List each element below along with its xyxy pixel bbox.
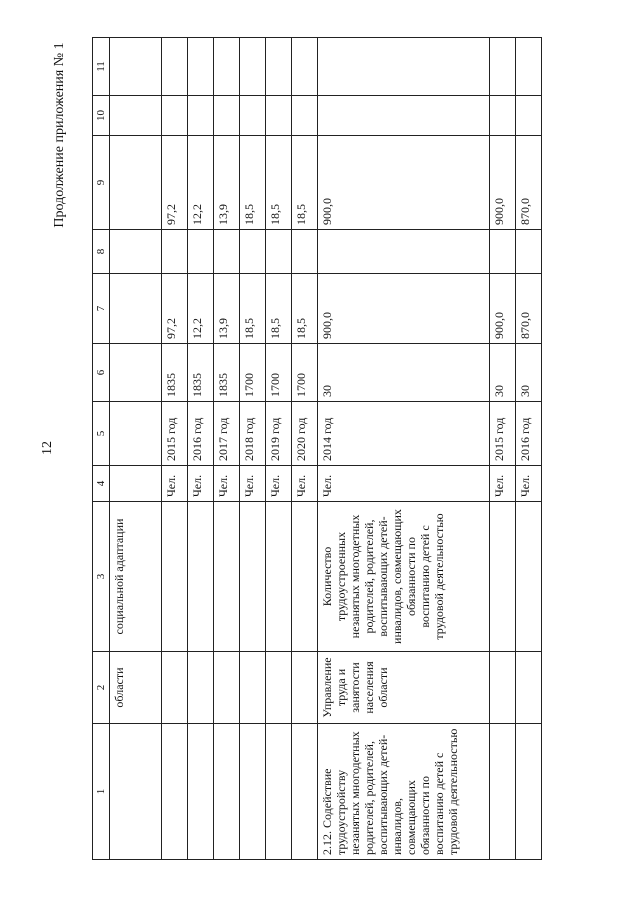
col-header: 11 <box>93 38 110 96</box>
table-cell-col11 <box>240 38 266 96</box>
table-cell-col10 <box>240 96 266 136</box>
table-cell-col3: Количество трудоустроенных незанятых многодетных родителей, родителей, воспитывающих детей-инвалидов, совмещающих обязанности по воспитанию детей с трудовой деятельностью <box>318 502 490 652</box>
table-cell-col1 <box>214 724 240 860</box>
table-cell-col9: 13,9 <box>214 136 240 230</box>
table-frame <box>92 38 612 860</box>
table-cell-col3 <box>292 502 318 652</box>
table-cell-col11 <box>516 38 542 96</box>
table-cell-col4: Чел. <box>490 466 516 502</box>
table-cell-col7: 900,0 <box>318 274 490 344</box>
table-cell-col6: 1835 <box>214 344 240 402</box>
table-cell-col11 <box>490 38 516 96</box>
table-cell-col6: 1835 <box>162 344 188 402</box>
table-cell-col6 <box>110 344 162 402</box>
table-cell-col8 <box>188 230 214 274</box>
table-cell-col1 <box>240 724 266 860</box>
table-cell-col3 <box>266 502 292 652</box>
table-cell-col7: 18,5 <box>240 274 266 344</box>
table-cell-col4: Чел. <box>240 466 266 502</box>
col-header: 3 <box>93 502 110 652</box>
table-cell-col8 <box>266 230 292 274</box>
table-cell-col10 <box>516 96 542 136</box>
table-cell-col3 <box>490 502 516 652</box>
table-cell-col4: Чел. <box>516 466 542 502</box>
table-cell-col2: области <box>110 652 162 724</box>
table-cell-col2 <box>266 652 292 724</box>
table-cell-col6: 1700 <box>266 344 292 402</box>
table-cell-col5: 2020 год <box>292 402 318 466</box>
table-cell-col11 <box>318 38 490 96</box>
table-cell-col9: 18,5 <box>266 136 292 230</box>
table-cell-col8 <box>214 230 240 274</box>
table-cell-col5 <box>110 402 162 466</box>
table-cell-col8 <box>490 230 516 274</box>
table-row <box>214 38 240 860</box>
table-cell-col7: 97,2 <box>162 274 188 344</box>
table-cell-col2 <box>240 652 266 724</box>
table-cell-col8 <box>240 230 266 274</box>
table-cell-col5: 2017 год <box>214 402 240 466</box>
table-cell-col3 <box>240 502 266 652</box>
table-cell-col2 <box>162 652 188 724</box>
table-cell-col10 <box>162 96 188 136</box>
table-cell-col5: 2014 год <box>318 402 490 466</box>
table-cell-col9: 870,0 <box>516 136 542 230</box>
table-cell-col2: Управление труда и занятости населения области <box>318 652 490 724</box>
table-cell-col3 <box>188 502 214 652</box>
col-header: 6 <box>93 344 110 402</box>
table-row <box>240 38 266 860</box>
table-cell-col6: 1835 <box>188 344 214 402</box>
col-header: 1 <box>93 724 110 860</box>
table-cell-col1 <box>266 724 292 860</box>
table-cell-col11 <box>110 38 162 96</box>
table-cell-col9: 18,5 <box>240 136 266 230</box>
table-cell-col8 <box>110 230 162 274</box>
table-cell-col9 <box>110 136 162 230</box>
table-cell-col4: Чел. <box>162 466 188 502</box>
table-cell-col4: Чел. <box>266 466 292 502</box>
table-cell-col7: 870,0 <box>516 274 542 344</box>
indicators-table <box>92 37 542 860</box>
header-row <box>93 38 110 860</box>
table-cell-col2 <box>188 652 214 724</box>
table-cell-col4: Чел. <box>318 466 490 502</box>
table-row <box>188 38 214 860</box>
table-cell-col7: 12,2 <box>188 274 214 344</box>
table-cell-col11 <box>162 38 188 96</box>
table-cell-col1 <box>162 724 188 860</box>
page-number: 12 <box>40 441 55 455</box>
table-cell-col3 <box>214 502 240 652</box>
table-cell-col5: 2015 год <box>162 402 188 466</box>
table-cell-col11 <box>214 38 240 96</box>
table-cell-col2 <box>490 652 516 724</box>
table-cell-col3 <box>516 502 542 652</box>
table-row <box>162 38 188 860</box>
table-row <box>516 38 542 860</box>
table-row <box>292 38 318 860</box>
col-header: 9 <box>93 136 110 230</box>
table-cell-col8 <box>318 230 490 274</box>
table-cell-col2 <box>516 652 542 724</box>
table-cell-col5: 2016 год <box>516 402 542 466</box>
table-cell-col6: 1700 <box>292 344 318 402</box>
table-cell-col10 <box>214 96 240 136</box>
table-cell-col9: 18,5 <box>292 136 318 230</box>
table-cell-col6: 1700 <box>240 344 266 402</box>
table-cell-col5: 2016 год <box>188 402 214 466</box>
table-cell-col11 <box>266 38 292 96</box>
table-rotated <box>92 38 612 860</box>
col-header: 7 <box>93 274 110 344</box>
table-cell-col10 <box>292 96 318 136</box>
table-cell-col7: 900,0 <box>490 274 516 344</box>
table-cell-col10 <box>188 96 214 136</box>
table-cell-col1 <box>490 724 516 860</box>
table-cell-col3 <box>162 502 188 652</box>
table-cell-col9: 12,2 <box>188 136 214 230</box>
col-header: 5 <box>93 402 110 466</box>
continuation-note: Продолжение приложения № 1 <box>52 42 67 228</box>
table-cell-col4: Чел. <box>214 466 240 502</box>
table-cell-col5: 2018 год <box>240 402 266 466</box>
col-header: 4 <box>93 466 110 502</box>
table-cell-col9: 900,0 <box>490 136 516 230</box>
table-cell-col9: 97,2 <box>162 136 188 230</box>
table-cell-col5: 2019 год <box>266 402 292 466</box>
table-cell-col7 <box>110 274 162 344</box>
col-header: 10 <box>93 96 110 136</box>
table-row <box>318 38 490 860</box>
table-cell-col2 <box>292 652 318 724</box>
table-cell-col11 <box>188 38 214 96</box>
col-header: 2 <box>93 652 110 724</box>
table-cell-col7: 13,9 <box>214 274 240 344</box>
table-cell-col8 <box>292 230 318 274</box>
table-cell-col6: 30 <box>318 344 490 402</box>
table-row <box>110 38 162 860</box>
table-cell-col5: 2015 год <box>490 402 516 466</box>
table-cell-col1 <box>110 724 162 860</box>
table-cell-col1 <box>292 724 318 860</box>
table-cell-col1: 2.12. Содействие трудоустройству незанятых многодетных родителей, родителей, воспитывающих детей-инвалидов, совмещающих обязанности по воспитанию детей с трудовой деятельностью <box>318 724 490 860</box>
table-cell-col3: социальной адаптации <box>110 502 162 652</box>
table-cell-col6: 30 <box>490 344 516 402</box>
table-cell-col9: 900,0 <box>318 136 490 230</box>
table-cell-col10 <box>318 96 490 136</box>
col-header: 8 <box>93 230 110 274</box>
table-cell-col4 <box>110 466 162 502</box>
table-row <box>266 38 292 860</box>
table-cell-col11 <box>292 38 318 96</box>
table-cell-col8 <box>162 230 188 274</box>
table-cell-col4: Чел. <box>188 466 214 502</box>
table-cell-col7: 18,5 <box>266 274 292 344</box>
table-cell-col2 <box>214 652 240 724</box>
table-cell-col10 <box>490 96 516 136</box>
table-cell-col4: Чел. <box>292 466 318 502</box>
table-cell-col1 <box>188 724 214 860</box>
table-cell-col1 <box>516 724 542 860</box>
table-cell-col6: 30 <box>516 344 542 402</box>
table-cell-col10 <box>110 96 162 136</box>
table-cell-col10 <box>266 96 292 136</box>
table-cell-col7: 18,5 <box>292 274 318 344</box>
table-row <box>490 38 516 860</box>
table-cell-col8 <box>516 230 542 274</box>
